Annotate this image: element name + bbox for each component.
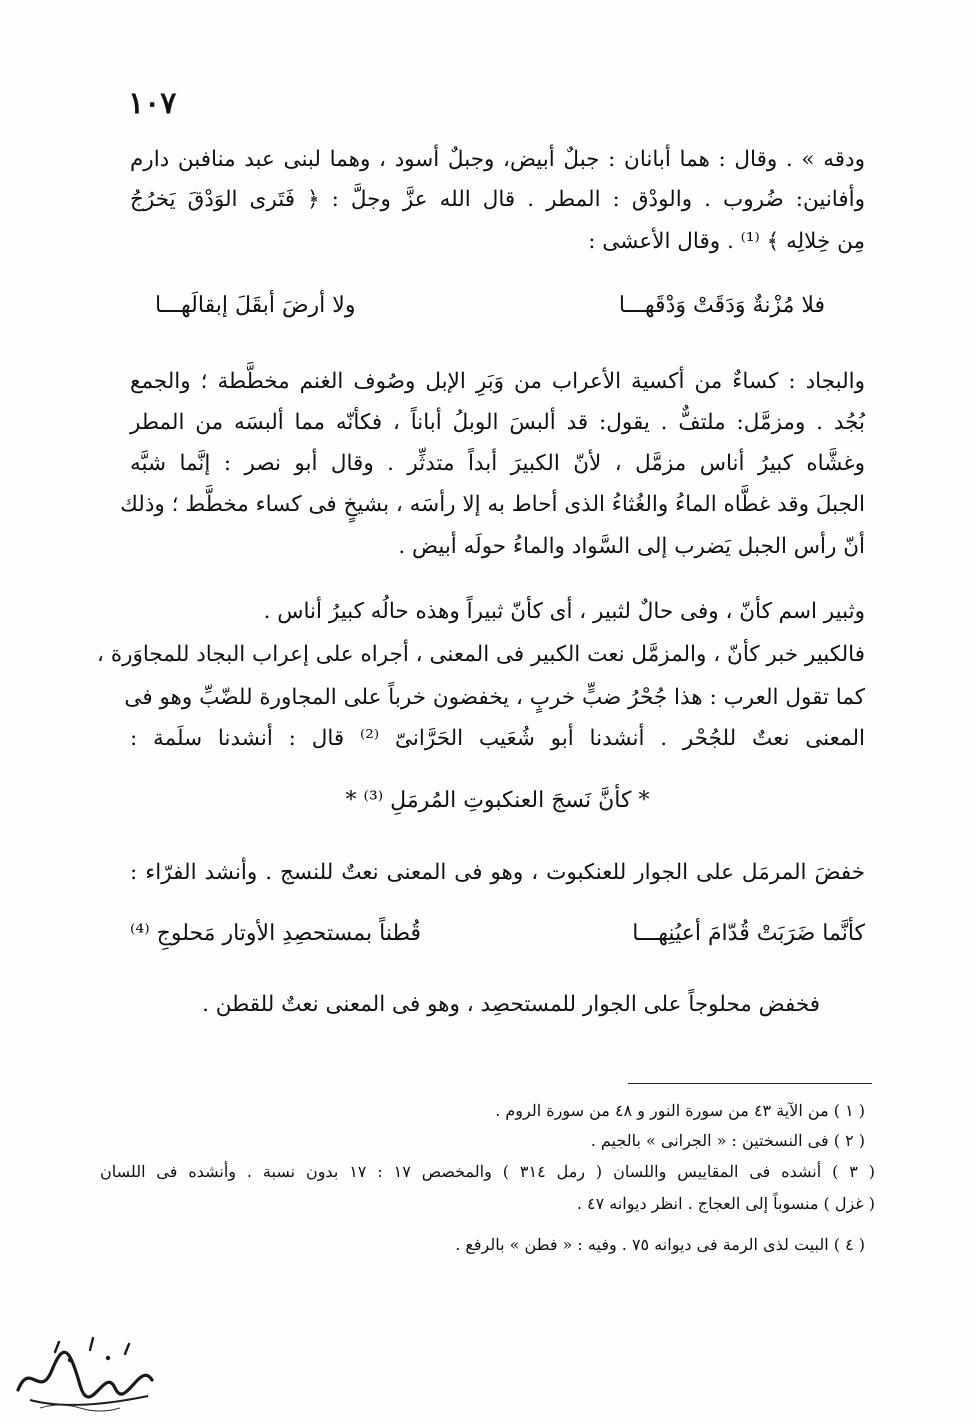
poetry-verse [155,290,825,322]
text-line: أنّ رأس الجبل يَضرب إلى السَّواد والماءُ حولَه أبيض . [398,534,865,559]
page-number: ١٠٧ [128,86,177,121]
footnote: ( ٣ ) أنشده فى المقاييس واللسان ( رمل ٣١٤ ) والمخصص ١٧ : ١٧ بدون نسبة . وأنشده فى اللسان [100,1162,876,1181]
text-line: الجبلَ وقد غطَّاه الماءُ والغُثاءُ الذى أحاط به إلا رأسَه ، بشيخٍ فى كساء مخطَّط ؛ وذلك [120,492,865,517]
text-line: والبجاد : كساءٌ من أكسية الأعراب من وَبَرِ الإبل وصُوف الغنم مخطَّطة ؛ والجمع [130,369,865,394]
verse-second-hemistich: ولا أرضَ أبقَلَ إبقالَهـــا [155,293,356,318]
text-line: مِن خِلالِه ﴾ ⁽¹⁾ . وقال الأعشى : [588,229,865,254]
text-line: فخفض محلوجاً على الجوار للمستحصِد ، وهو فى المعنى نعتٌ للقطن . [202,992,820,1017]
text-line: المعنى نعتٌ للجُحْر . أنشدنا أبو شُعَيب الحَرَّانىّ ⁽²⁾ قال : أنشدنا سلَمة : [130,726,865,751]
text-line: فالكبير خبر كأنّ ، والمزمَّل نعت الكبير فى المعنى ، أجراه على إعراب البجاد للمجاوَرة ، [97,642,865,667]
text-line: بُجُد . ومزمَّل: ملتفٌّ . يقول: قد ألبسَ الوبلُ أباناً ، فكأنّه مما ألبسَه من المطر [130,410,865,435]
text-line: وثبير اسم كأنّ ، وفى حالٌ لثبير ، أى كأنّ ثبيراً وهذه حالُه كبيرُ أناس . [263,599,865,624]
footnote: ( ٤ ) البيت لذى الرمة فى ديوانه ٧٥ . وفيه : « فطن » بالرفع . [455,1235,865,1254]
poetry-half-verse: * كأنَّ نَسجَ العنكبوتِ المُرمَلِ ⁽³⁾ * [345,788,650,813]
footnote: ( ٢ ) فى النسختين : « الجرانى » بالجيم . [590,1131,865,1150]
verse-second-hemistich: قُطناً بمستحصِدِ الأوتار مَحلوجِ ⁽⁴⁾ [130,921,422,946]
poetry-verse [130,918,865,950]
text-line: وغشَّاه كبيرُ أناس مزمَّل ، لأنّ الكبيرَ أبداً متدثِّر . وقال أبو نصر : إنَّما شبَّه [130,451,865,476]
calligraphy-stamp-logo [10,1330,160,1415]
verse-first-hemistich: فلا مُزْنةٌ وَدَقَتْ وَدْقَهـــا [618,293,825,318]
verse-first-hemistich: كأنَّما ضَرَبَتْ قُدّامَ أعيُنِهـــا [632,921,865,946]
footnote: ( ١ ) من الآية ٤٣ من سورة النور و ٤٨ من سورة الروم . [495,1101,865,1120]
footnote-divider [628,1083,872,1084]
text-line: ودقه » . وقال : هما أبانان : جبلٌ أبيض، وجبلٌ أسود ، وهما لبنى عبد منافبن دارم [130,147,865,172]
footnote-continuation: ( غزل ) منسوباً إلى العجاج . انظر ديوانه ٤٧ . [576,1194,875,1213]
text-line: خفضَ المرمَل على الجوار للعنكبوت ، وهو فى المعنى نعتٌ للنسج . وأنشد الفرّاء : [130,860,865,885]
text-line: كما تقول العرب : هذا جُحْرُ ضبٍّ خربٍ ، يخفضون خرباً على المجاورة للضّبِّ وهو فى [124,685,865,710]
text-line: وأفانين: ضُروب . والودْق : المطر . قال الله عزَّ وجلَّ : ﴿ فَتَرى الوَدْقَ يَخرُجُ [130,187,865,212]
